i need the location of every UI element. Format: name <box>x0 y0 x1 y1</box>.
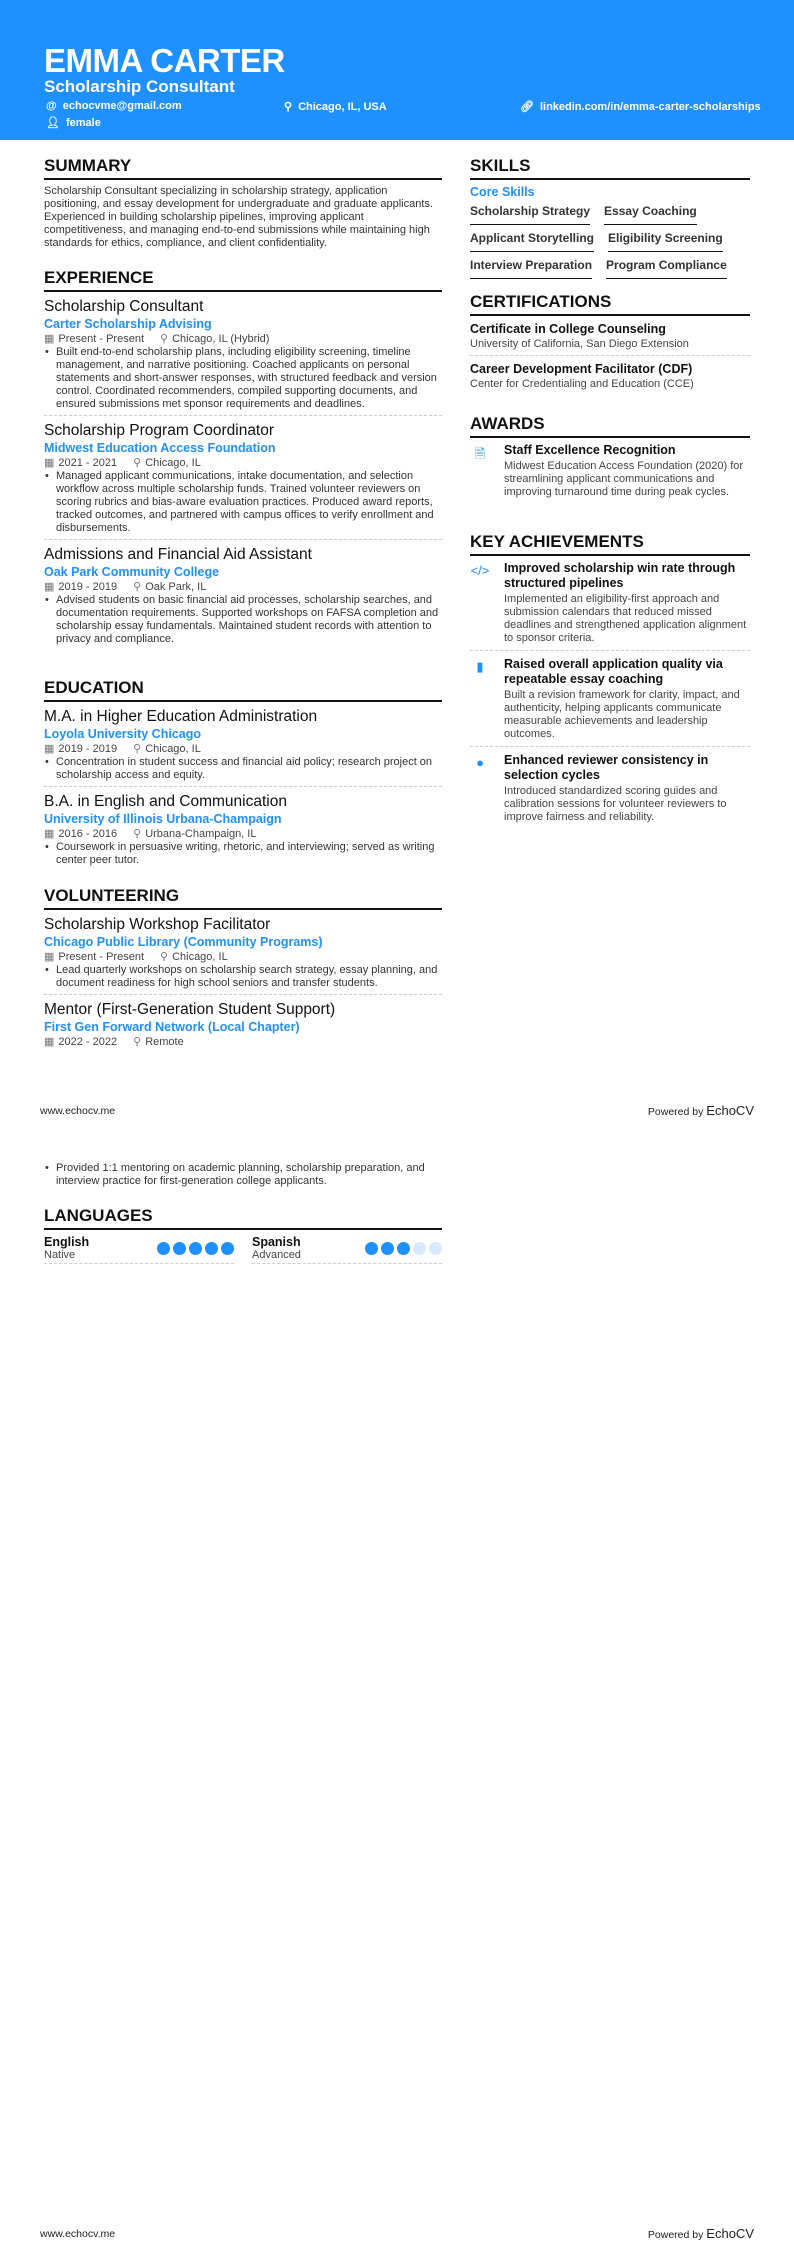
entry-organization: Midwest Education Access Foundation <box>44 441 276 455</box>
skills-group-label: Core Skills <box>470 185 535 199</box>
entry <box>44 707 442 787</box>
language-rating <box>365 1235 442 1261</box>
rating-dot <box>205 1242 218 1255</box>
entry-organization: Oak Park Community College <box>44 565 220 579</box>
entry-title: M.A. in Higher Education Administration <box>44 708 318 725</box>
entry-title: Scholarship Program Coordinator <box>44 422 275 439</box>
achievements-entry <box>470 753 750 829</box>
language-level: Native <box>44 1249 76 1261</box>
bullet: • Lead quarterly workshops on scholarship search strategy, essay planning, and document readiness for high school seniors and transfer students. <box>44 964 442 990</box>
entry <box>44 421 442 540</box>
skill-tag: Essay Coaching <box>604 202 697 225</box>
certification-entry <box>470 321 750 356</box>
entry <box>44 792 442 871</box>
location-pin-icon: ⚲ <box>133 581 142 593</box>
rating-dot <box>429 1242 442 1255</box>
bullet: • Advised students on basic financial aid processes, scholarship searches, and documentation requirements. Supported workshops on FAFSA completion and scholarship essay fundamentals. Maintained student records with attention to privacy and compliance. <box>44 594 442 646</box>
section-heading: KEY ACHIEVEMENTS <box>470 532 750 556</box>
skill-tag: Eligibility Screening <box>608 229 723 252</box>
entry <box>44 1000 442 1053</box>
volunteering-section <box>44 886 442 1058</box>
rating-dot <box>157 1242 170 1255</box>
entry-organization: University of Illinois Urbana-Champaign <box>44 812 282 826</box>
entry-meta: ▦ 2019 - 2019 ⚲ Chicago, IL <box>44 743 201 755</box>
contact-gender: 👤︎ female <box>46 116 101 129</box>
awards-section <box>470 414 750 510</box>
section-heading: SUMMARY <box>44 156 442 180</box>
contact-location: ⚲ Chicago, IL, USA <box>284 100 387 113</box>
contact-email[interactable]: @ echocvme@gmail.com <box>46 100 182 112</box>
language-entry <box>44 1235 234 1264</box>
achievements-section <box>470 532 750 835</box>
certification-name: Career Development Facilitator (CDF) <box>470 362 693 376</box>
languages-section <box>44 1206 442 1264</box>
entry-title: Enhanced reviewer consistency in selection cycles <box>504 753 709 782</box>
rating-dot <box>173 1242 186 1255</box>
entry-organization: Carter Scholarship Advising <box>44 317 212 331</box>
bullet: • Built end-to-end scholarship plans, including eligibility screening, timeline management, and narrative positioning. Coached applicants on personal statements and short-answer responses, with structured feedback and version control. Coordinated recommenders, compiled supporting documents, and ensured submissions met sponsor requirements and deadlines. <box>44 346 442 411</box>
entry-description: Implemented an eligibility-first approach and submission calendars that reduced missed deadlines and strengthened application alignment to sponsor criteria. <box>504 593 747 644</box>
chat-bubble-icon: ● <box>476 755 484 770</box>
section-heading: LANGUAGES <box>44 1206 442 1230</box>
summary-text: Scholarship Consultant specializing in scholarship strategy, application positioning, and essay development for undergraduate and graduate applicants. Experienced in building scholarship pipelines, improving applicant competitiveness, and managing end-to-end submissions while maintaining high standards for ethics, compliance, and client confidentiality. <box>44 185 433 249</box>
location-pin-icon: ⚲ <box>133 743 142 755</box>
footer-site-link[interactable]: www.echocv.me <box>40 2228 116 2240</box>
calendar-icon: ▦ <box>44 581 55 593</box>
certifications-section <box>470 292 750 400</box>
entry-meta: ▦ 2021 - 2021 ⚲ Chicago, IL <box>44 457 201 469</box>
bullet: • Coursework in persuasive writing, rhetoric, and interviewing; served as writing center peer tutor. <box>44 841 442 867</box>
achievements-entry <box>470 561 750 651</box>
calendar-icon: ▦ <box>44 951 55 963</box>
person-icon: 👤︎ <box>46 117 60 129</box>
achievements-entry <box>470 657 750 747</box>
entry <box>44 915 442 995</box>
candidate-title: Scholarship Consultant <box>44 77 235 96</box>
certification-entry <box>470 361 750 395</box>
entry <box>44 545 442 650</box>
section-heading: EXPERIENCE <box>44 268 442 292</box>
entry-title: Admissions and Financial Aid Assistant <box>44 546 312 563</box>
rating-dot <box>189 1242 202 1255</box>
entry-description: Built a revision framework for clarity, impact, and authenticity, helping applicants communicate measurable achievements and leadership outcomes. <box>504 689 740 740</box>
entry-title: Mentor (First-Generation Student Support) <box>44 1001 336 1018</box>
entry-meta: ▦ Present - Present ⚲ Chicago, IL (Hybrid) <box>44 333 270 345</box>
section-heading: SKILLS <box>470 156 750 180</box>
entry-meta: ▦ 2022 - 2022 ⚲ Remote <box>44 1036 184 1048</box>
language-entry <box>252 1235 442 1264</box>
rating-dot <box>381 1242 394 1255</box>
skill-tag: Applicant Storytelling <box>470 229 594 252</box>
entry-title: Raised overall application quality via repeatable essay coaching <box>504 657 723 686</box>
entry-title: Scholarship Workshop Facilitator <box>44 916 271 933</box>
location-pin-icon: ⚲ <box>160 333 169 345</box>
certification-issuer: Center for Credentialing and Education (CCE) <box>470 378 694 390</box>
calendar-icon: ▦ <box>44 743 55 755</box>
footer-site-link[interactable]: www.echocv.me <box>40 1105 116 1117</box>
bullet: • Provided 1:1 mentoring on academic planning, scholarship preparation, and interview practice for first-generation college applicants. <box>44 1162 442 1188</box>
experience-section <box>44 268 442 655</box>
awards-entry <box>470 443 750 504</box>
footer-powered: Powered by EchoCV <box>647 2226 754 2241</box>
location-pin-icon: ⚲ <box>133 828 142 840</box>
at-icon: @ <box>46 100 57 112</box>
entry-organization: First Gen Forward Network (Local Chapter) <box>44 1020 300 1034</box>
section-heading: VOLUNTEERING <box>44 886 442 910</box>
language-level: Advanced <box>252 1249 301 1261</box>
clipboard-icon: ▮ <box>476 659 484 674</box>
language-name: English <box>44 1235 90 1249</box>
calendar-icon: ▦ <box>44 457 55 469</box>
entry-title: Staff Excellence Recognition <box>504 443 676 457</box>
section-heading: AWARDS <box>470 414 750 438</box>
document-search-icon: 🗎︎ <box>474 446 486 461</box>
calendar-icon: ▦ <box>44 1036 55 1048</box>
entry-meta: ▦ Present - Present ⚲ Chicago, IL <box>44 951 228 963</box>
entry-meta: ▦ 2016 - 2016 ⚲ Urbana-Champaign, IL <box>44 828 257 840</box>
contact-linkedin[interactable]: 🔗︎ linkedin.com/in/emma-carter-scholarships <box>520 100 761 113</box>
rating-dot <box>365 1242 378 1255</box>
volunteering-continued <box>44 1162 442 1188</box>
section-heading: EDUCATION <box>44 678 442 702</box>
location-pin-icon: ⚲ <box>133 457 142 469</box>
entry-title: Scholarship Consultant <box>44 298 204 315</box>
rating-dot <box>413 1242 426 1255</box>
calendar-icon: ▦ <box>44 333 55 345</box>
entry-organization: Loyola University Chicago <box>44 727 201 741</box>
certification-name: Certificate in College Counseling <box>470 322 666 336</box>
section-heading: CERTIFICATIONS <box>470 292 750 316</box>
rating-dot <box>397 1242 410 1255</box>
footer-powered: Powered by EchoCV <box>647 1103 754 1118</box>
code-icon: </> <box>470 563 490 578</box>
link-icon: 🔗︎ <box>520 101 534 113</box>
entry-description: Introduced standardized scoring guides and calibration sessions for volunteer reviewers to improve fairness and reliability. <box>504 785 727 823</box>
summary-section <box>44 156 442 250</box>
entry-title: B.A. in English and Communication <box>44 793 287 810</box>
location-pin-icon: ⚲ <box>133 1036 142 1048</box>
language-name: Spanish <box>252 1235 301 1249</box>
candidate-name: EMMA CARTER <box>44 42 285 79</box>
skill-tag: Interview Preparation <box>470 256 592 279</box>
entry-meta: ▦ 2019 - 2019 ⚲ Oak Park, IL <box>44 581 207 593</box>
resume-header <box>0 0 794 140</box>
skill-tag: Scholarship Strategy <box>470 202 590 225</box>
bullet: • Managed applicant communications, intake documentation, and selection workflow across multiple scholarship funds. Trained volunteer reviewers on scoring rubrics and bias-aware evaluation practices. Produced award reports, tracked outcomes, and partnered with campus offices to verify enrollment and disbursements. <box>44 470 442 535</box>
skills-section <box>470 156 750 283</box>
location-pin-icon: ⚲ <box>284 101 293 113</box>
location-pin-icon: ⚲ <box>160 951 169 963</box>
skill-tag: Program Compliance <box>606 256 727 279</box>
bullet: • Concentration in student success and financial aid policy; research project on scholarship access and equity. <box>44 756 442 782</box>
language-rating <box>157 1235 234 1261</box>
education-section <box>44 678 442 876</box>
certification-issuer: University of California, San Diego Extension <box>470 338 689 350</box>
entry-organization: Chicago Public Library (Community Programs) <box>44 935 323 949</box>
entry-description: Midwest Education Access Foundation (2020) for streamlining applicant communications and improving turnaround time during peak cycles. <box>504 460 744 498</box>
entry-title: Improved scholarship win rate through structured pipelines <box>504 561 736 590</box>
entry <box>44 297 442 416</box>
rating-dot <box>221 1242 234 1255</box>
calendar-icon: ▦ <box>44 828 55 840</box>
